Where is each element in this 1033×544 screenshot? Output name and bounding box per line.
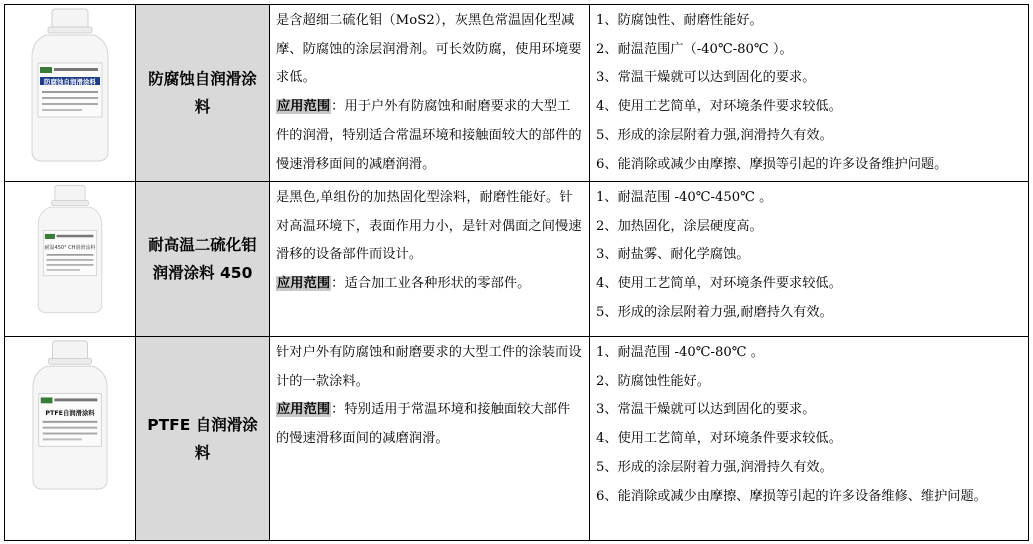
feature-item: 1、防腐蚀性、耐磨性能好。 — [596, 13, 763, 28]
description-text: 是含超细二硫化钼（MoS2），灰黑色常温固化型减摩、防腐蚀的涂层润滑剂。可长效防腐，使用环境要求低。 — [276, 13, 582, 86]
feature-item: 2、加热固化，涂层硬度高。 — [596, 218, 763, 234]
application-label: 应用范围 — [277, 276, 331, 292]
feature-item: 5、形成的涂层附着力强,耐磨持久有效。 — [596, 304, 833, 320]
product-table — [4, 4, 1029, 541]
product-description-cell — [270, 182, 590, 337]
feature-item: 2、耐温范围广（-40℃-80℃ ）。 — [596, 41, 793, 57]
feature-item: 6、能消除或减少由摩擦、摩损等引起的许多设备维护问题。 — [596, 156, 948, 172]
feature-item: 5、形成的涂层附着力强,润滑持久有效。 — [596, 127, 833, 143]
table-row — [5, 5, 1029, 182]
feature-item: 4、使用工艺简单，对环境条件要求较低。 — [596, 99, 842, 115]
table-row — [5, 182, 1029, 337]
feature-item: 6、能消除或减少由摩擦、摩损等引起的许多设备维修、维护问题。 — [596, 488, 987, 504]
svg-text:PTFE自润滑涂料: PTFE自润滑涂料 — [45, 410, 95, 417]
bottle-image — [28, 5, 112, 165]
description-text: 是黑色,单组份的加热固化型涂料，耐磨性能好。针对高温环境下，表面作用力小，是针对偶面之间慢速滑移的设备部件而设计。 — [276, 190, 582, 263]
table-row — [5, 337, 1029, 541]
product-features-cell — [590, 337, 1029, 541]
feature-item: 4、使用工艺简单，对环境条件要求较低。 — [596, 431, 842, 447]
application-label: 应用范围 — [277, 99, 331, 115]
product-description-cell — [270, 337, 590, 541]
feature-item: 4、使用工艺简单，对环境条件要求较低。 — [596, 276, 842, 292]
product-image-cell — [5, 182, 136, 337]
product-features-cell — [590, 5, 1029, 182]
product-image-cell — [5, 337, 136, 541]
bottle-image — [34, 182, 106, 316]
product-name-cell — [136, 5, 270, 182]
feature-item: 2、防腐蚀性能好。 — [596, 373, 710, 389]
feature-item: 1、耐温范围 -40℃-450℃ 。 — [596, 190, 773, 205]
application-label: 应用范围 — [277, 402, 331, 418]
svg-text:防腐蚀自润滑涂料: 防腐蚀自润滑涂料 — [44, 78, 96, 86]
product-name: 耐高温二硫化钼润滑涂料 450 — [148, 236, 257, 282]
application-text: ：用于户外有防腐蚀和耐磨要求的大型工件的润滑，特别适合常温环境和接触面较大的部件的慢速滑移面间的减磨润滑。 — [276, 99, 582, 172]
feature-item: 3、耐盐雾、耐化学腐蚀。 — [596, 247, 750, 263]
feature-item: 3、常温干燥就可以达到固化的要求。 — [596, 70, 816, 86]
product-name-cell — [136, 337, 270, 541]
product-image-cell — [5, 5, 136, 182]
product-features-cell — [590, 182, 1029, 337]
product-name: 防腐蚀自润滑涂料 — [148, 70, 257, 116]
feature-item: 1、耐温范围 -40℃-80℃ 。 — [596, 345, 764, 360]
feature-item: 5、形成的涂层附着力强,润滑持久有效。 — [596, 459, 833, 475]
description-text: 针对户外有防腐蚀和耐磨要求的大型工件的涂装而设计的一款涂料。 — [276, 345, 582, 389]
application-text: ：特别适用于常温环境和接触面较大部件的慢速滑移面间的减磨润滑。 — [276, 402, 571, 447]
product-name: PTFE 自润滑涂料 — [147, 415, 258, 462]
product-name-cell — [136, 182, 270, 337]
application-text: ：适合加工业各种形状的零部件。 — [331, 276, 531, 292]
feature-item: 3、常温干燥就可以达到固化的要求。 — [596, 402, 816, 418]
product-description-cell — [270, 5, 590, 182]
svg-text:耐温450° CH润滑涂料: 耐温450° CH润滑涂料 — [44, 245, 96, 251]
bottle-image — [29, 337, 111, 493]
